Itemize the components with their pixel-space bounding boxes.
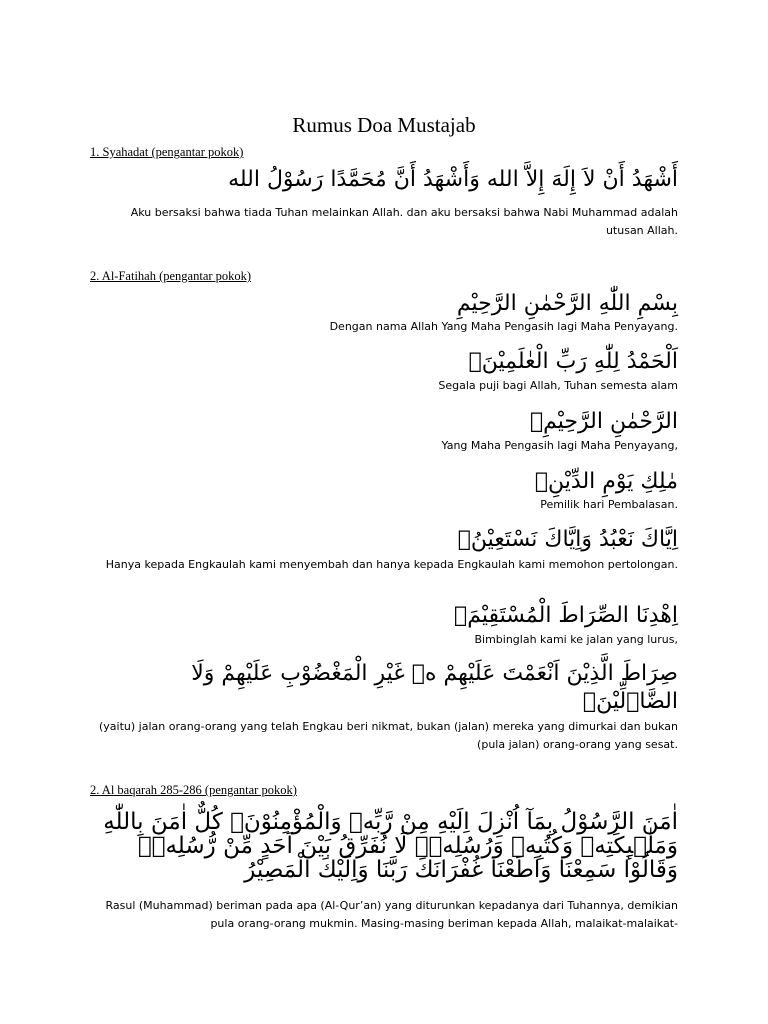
document-title: Rumus Doa Mustajab	[292, 113, 476, 137]
translation-fatihah-2: Segala puji bagi Allah, Tuhan semesta alam	[438, 379, 678, 392]
arabic-verse-baqarah-285: اٰمَنَ الرَّسُوْلُ بِمَآ اُنْزِلَ اِلَيْهِ مِنْ رَّبِّهٖ وَالْمُؤْمِنُوْنَۗ كُلٌّ اٰمَنَ بِاللّٰهِ وَمَلٰۤىِٕكَتِهٖ وَكُتُبِهٖ وَرُسُلِهٖۗ لَا نُفَرِّقُ بَيْنَ اَحَدٍ مِّنْ رُّسُلِهٖۗ وَقَالُوْا سَمِعْنَا وَاَطَعْنَا غُفْرَانَكَ رَبَّنَا وَاِلَيْكَ الْمَصِيْرُ	[103, 809, 678, 883]
arabic-verse-fatihah-1: بِسْمِ اللّٰهِ الرَّحْمٰنِ الرَّحِيْمِ	[456, 291, 678, 316]
arabic-verse-fatihah-7: صِرَاطَ الَّذِيْنَ اَنْعَمْتَ عَلَيْهِمْ ەۙ غَيْرِ الْمَغْضُوْبِ عَلَيْهِمْ وَلَا الضَّاۤلِّيْنَࣖ	[191, 661, 678, 714]
translation-fatihah-4: Pemilik hari Pembalasan.	[540, 498, 678, 511]
arabic-verse-fatihah-5: اِيَّاكَ نَعْبُدُ وَاِيَّاكَ نَسْتَعِيْنُۗ	[457, 527, 678, 552]
arabic-verse-fatihah-2: اَلْحَمْدُ لِلّٰهِ رَبِّ الْعٰلَمِيْنَۙ	[468, 349, 678, 374]
translation-fatihah-6: Bimbinglah kami ke jalan yang lurus,	[474, 633, 678, 646]
arabic-verse-fatihah-3: الرَّحْمٰنِ الرَّحِيْمِۙ	[529, 409, 678, 434]
translation-baqarah-285: Rasul (Muhammad) beriman pada apa (Al-Qur’an) yang diturunkan kepadanya dari Tuhannya, demikian pula orang-orang mukmin. Masing-masing beriman kepada Allah, malaikat-malaikat-	[105, 899, 678, 930]
section-heading-syahadat: 1. Syahadat (pengantar pokok)	[90, 145, 244, 159]
arabic-verse-fatihah-6: اِهْدِنَا الصِّرَاطَ الْمُسْتَقِيْمَۙ	[454, 603, 678, 628]
translation-syahadat: Aku bersaksi bahwa tiada Tuhan melainkan Allah. dan aku bersaksi bahwa Nabi Muhammad adalah utusan Allah.	[130, 206, 678, 237]
arabic-verse-syahadat: أَشْهَدُ أَنْ لاَ إِلَهَ إِلاَّ الله وَأَشْهَدُ أَنَّ مُحَمَّدًا رَسُوْلُ الله	[228, 167, 678, 192]
translation-fatihah-7: (yaitu) jalan orang-orang yang telah Engkau beri nikmat, bukan (jalan) mereka yang dimurkai dan bukan (pula jalan) orang-orang yang sesat.	[98, 720, 678, 751]
translation-fatihah-3: Yang Maha Pengasih lagi Maha Penyayang,	[441, 439, 678, 452]
translation-fatihah-5: Hanya kepada Engkaulah kami menyembah dan hanya kepada Engkaulah kami memohon pertolongan.	[105, 558, 678, 571]
arabic-verse-fatihah-4: مٰلِكِ يَوْمِ الدِّيْنِۗ	[534, 469, 678, 494]
section-heading-al-fatihah: 2. Al-Fatihah (pengantar pokok)	[90, 269, 252, 283]
document-page	[90, 0, 678, 1024]
translation-fatihah-1: Dengan nama Allah Yang Maha Pengasih lagi Maha Penyayang.	[329, 320, 678, 333]
section-heading-al-baqarah: 2. Al baqarah 285-286 (pengantar pokok)	[90, 783, 297, 797]
